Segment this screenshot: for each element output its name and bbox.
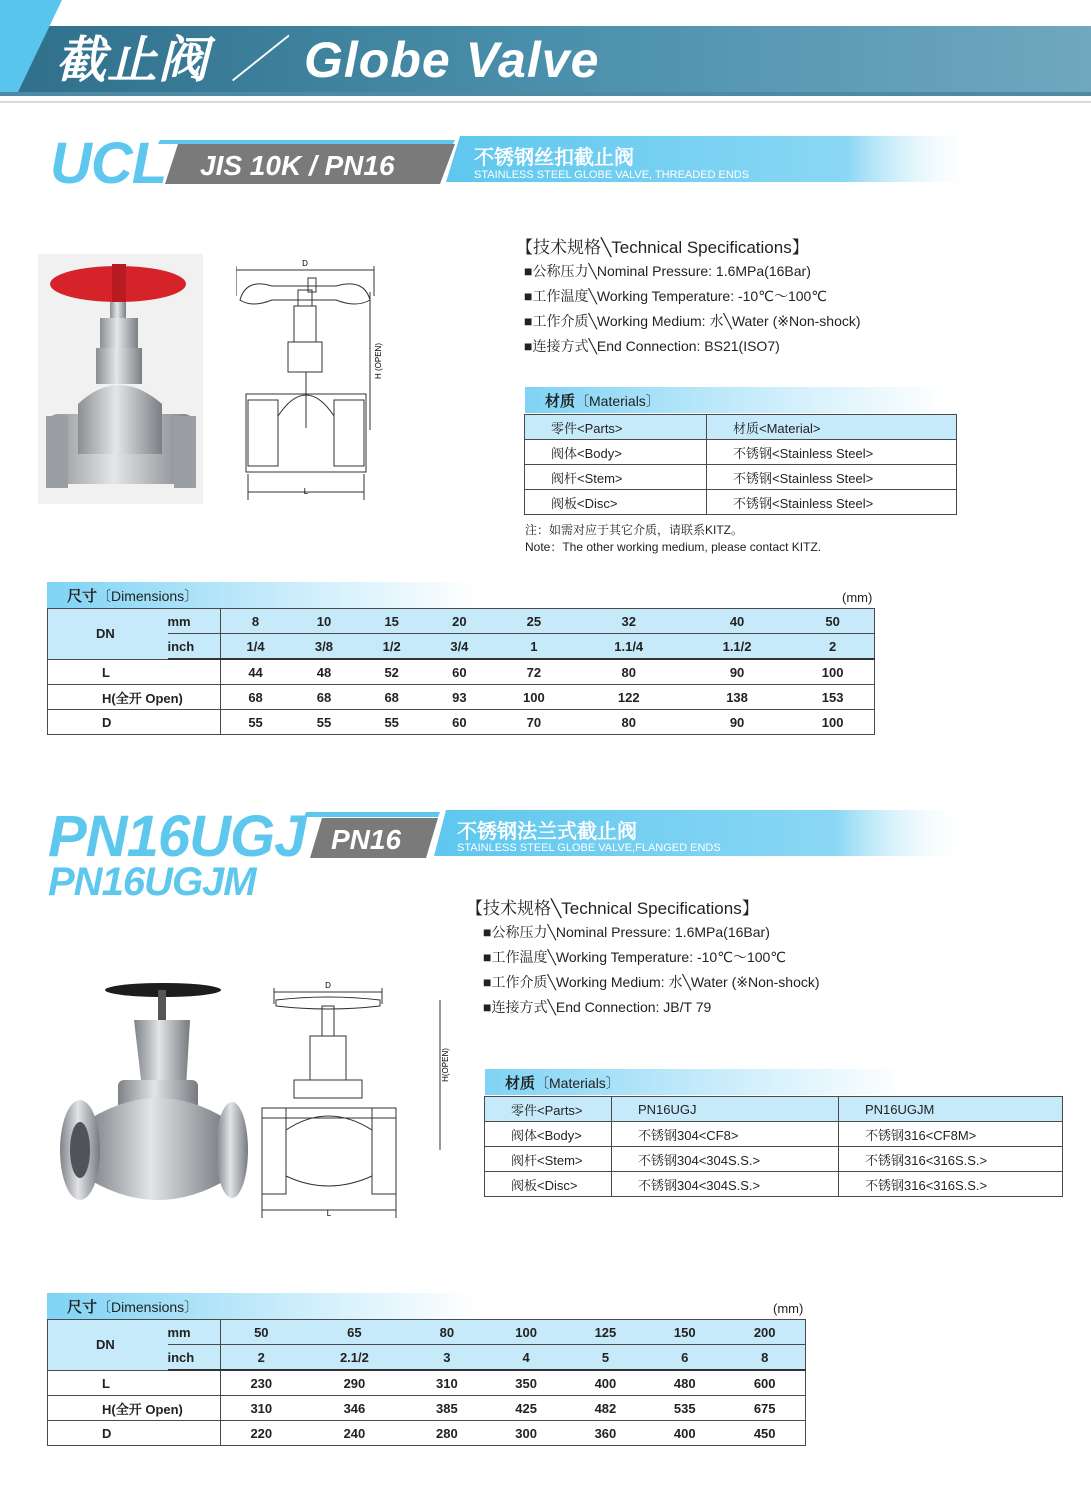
product2-model-alt: PN16UGJM xyxy=(48,860,256,904)
drawing2-h-label: H(OPEN) xyxy=(441,1048,450,1082)
title-separator: ／ xyxy=(231,32,282,88)
product2-materials-table xyxy=(484,1096,1063,1197)
drawing2-d-label: D xyxy=(325,981,331,990)
drawing1-h-label: H (OPEN) xyxy=(374,343,383,379)
product1-note-cn: 注：如需对应于其它介质，请联系KITZ。 xyxy=(525,523,743,537)
product1-spec-heading: 【技术规格╲Technical Specifications】 xyxy=(516,238,809,257)
product2-materials-header: 材质〔Materials〕 xyxy=(485,1069,905,1095)
product2-dimensions-table xyxy=(47,1319,806,1446)
table-row: DN mm 8 10 15 20 25 32 40 50 xyxy=(48,609,875,634)
table-row: inch 2 2.1/2 3 4 5 6 8 xyxy=(48,1345,806,1371)
product1-model: UCL xyxy=(50,131,167,196)
title-cn: 截止阀 xyxy=(56,32,209,88)
product2-photo xyxy=(58,980,248,1220)
product2-dimensions-header: 尺寸〔Dimensions〕 xyxy=(47,1293,477,1319)
table-row: 零件<Parts> 材质<Material> xyxy=(525,415,957,440)
table-row: 阀板<Disc> 不锈钢<Stainless Steel> xyxy=(525,490,957,515)
drawing1-l-label: L xyxy=(303,487,309,496)
product2-standard: PN16 xyxy=(331,824,402,855)
table-row: D 55 55 55 60 70 80 90 100 xyxy=(48,710,875,735)
table-row: 阀板<Disc> 不锈钢304<304S.S.> 不锈钢316<316S.S.> xyxy=(485,1172,1063,1197)
product1-dimensions-header: 尺寸〔Dimensions〕 xyxy=(47,582,477,608)
table-row: 零件<Parts> PN16UGJ PN16UGJM xyxy=(485,1097,1063,1122)
product1-materials-table xyxy=(524,414,957,515)
product2-spec-temperature: ■工作温度╲Working Temperature: -10℃～100℃ xyxy=(483,949,787,965)
product2-name-en: STAINLESS STEEL GLOBE VALVE,FLANGED ENDS xyxy=(457,842,721,854)
table-row: inch 1/4 3/8 1/2 3/4 1 1.1/4 1.1/2 2 xyxy=(48,634,875,660)
product1-name-en: STAINLESS STEEL GLOBE VALVE, THREADED ENDS xyxy=(474,169,750,181)
product1-name-cn: 不锈钢丝扣截止阀 xyxy=(474,147,634,169)
product1-photo xyxy=(38,254,203,504)
table-row: D 220 240 280 300 360 400 450 xyxy=(48,1421,806,1446)
product2-drawing xyxy=(258,980,458,1220)
table-row: 阀体<Body> 不锈钢304<CF8> 不锈钢316<CF8M> xyxy=(485,1122,1063,1147)
product2-dimensions-unit: (mm) xyxy=(773,1301,804,1316)
table-row: DN mm 50 65 80 100 125 150 200 xyxy=(48,1320,806,1345)
product1-standard: JIS 10K / PN16 xyxy=(200,150,395,181)
title-en: Globe Valve xyxy=(304,32,600,88)
page-title xyxy=(56,28,599,92)
product1-spec-temperature: ■工作温度╲Working Temperature: -10℃～100℃ xyxy=(524,288,828,304)
table-row: 阀体<Body> 不锈钢<Stainless Steel> xyxy=(525,440,957,465)
product2-name-cn: 不锈钢法兰式截止阀 xyxy=(457,821,637,843)
product2-spec-heading: 【技术规格╲Technical Specifications】 xyxy=(466,899,759,918)
product1-materials-header: 材质〔Materials〕 xyxy=(525,387,945,413)
product1-note-en: Note：The other working medium, please contact KITZ. xyxy=(525,540,822,554)
product1-spec-connection: ■连接方式╲End Connection: BS21(ISO7) xyxy=(524,338,780,354)
product2-model: PN16UGJ xyxy=(48,804,306,869)
drawing1-d-label: D xyxy=(302,259,308,268)
product2-spec-pressure: ■公称压力╲Nominal Pressure: 1.6MPa(16Bar) xyxy=(483,924,770,940)
product1-drawing xyxy=(236,256,386,506)
product2-spec-medium: ■工作介质╲Working Medium: 水╲Water (※Non-shock) xyxy=(483,974,820,990)
table-row: L 44 48 52 60 72 80 90 100 xyxy=(48,659,875,685)
table-row: 阀杆<Stem> 不锈钢304<304S.S.> 不锈钢316<316S.S.> xyxy=(485,1147,1063,1172)
product1-dimensions-table xyxy=(47,608,875,735)
product1-spec-pressure: ■公称压力╲Nominal Pressure: 1.6MPa(16Bar) xyxy=(524,263,811,279)
table-row: 阀杆<Stem> 不锈钢<Stainless Steel> xyxy=(525,465,957,490)
product1-spec-medium: ■工作介质╲Working Medium: 水╲Water (※Non-shock) xyxy=(524,313,861,329)
product2-spec-connection: ■连接方式╲End Connection: JB/T 79 xyxy=(483,999,712,1015)
table-row: H(全开 Open) 310 346 385 425 482 535 675 xyxy=(48,1396,806,1421)
product1-dimensions-unit: (mm) xyxy=(842,590,873,605)
drawing2-l-label: L xyxy=(326,1209,332,1218)
header-divider xyxy=(0,101,1091,103)
table-row: L 230 290 310 350 400 480 600 xyxy=(48,1370,806,1396)
table-row: H(全开 Open) 68 68 68 93 100 122 138 153 xyxy=(48,685,875,710)
